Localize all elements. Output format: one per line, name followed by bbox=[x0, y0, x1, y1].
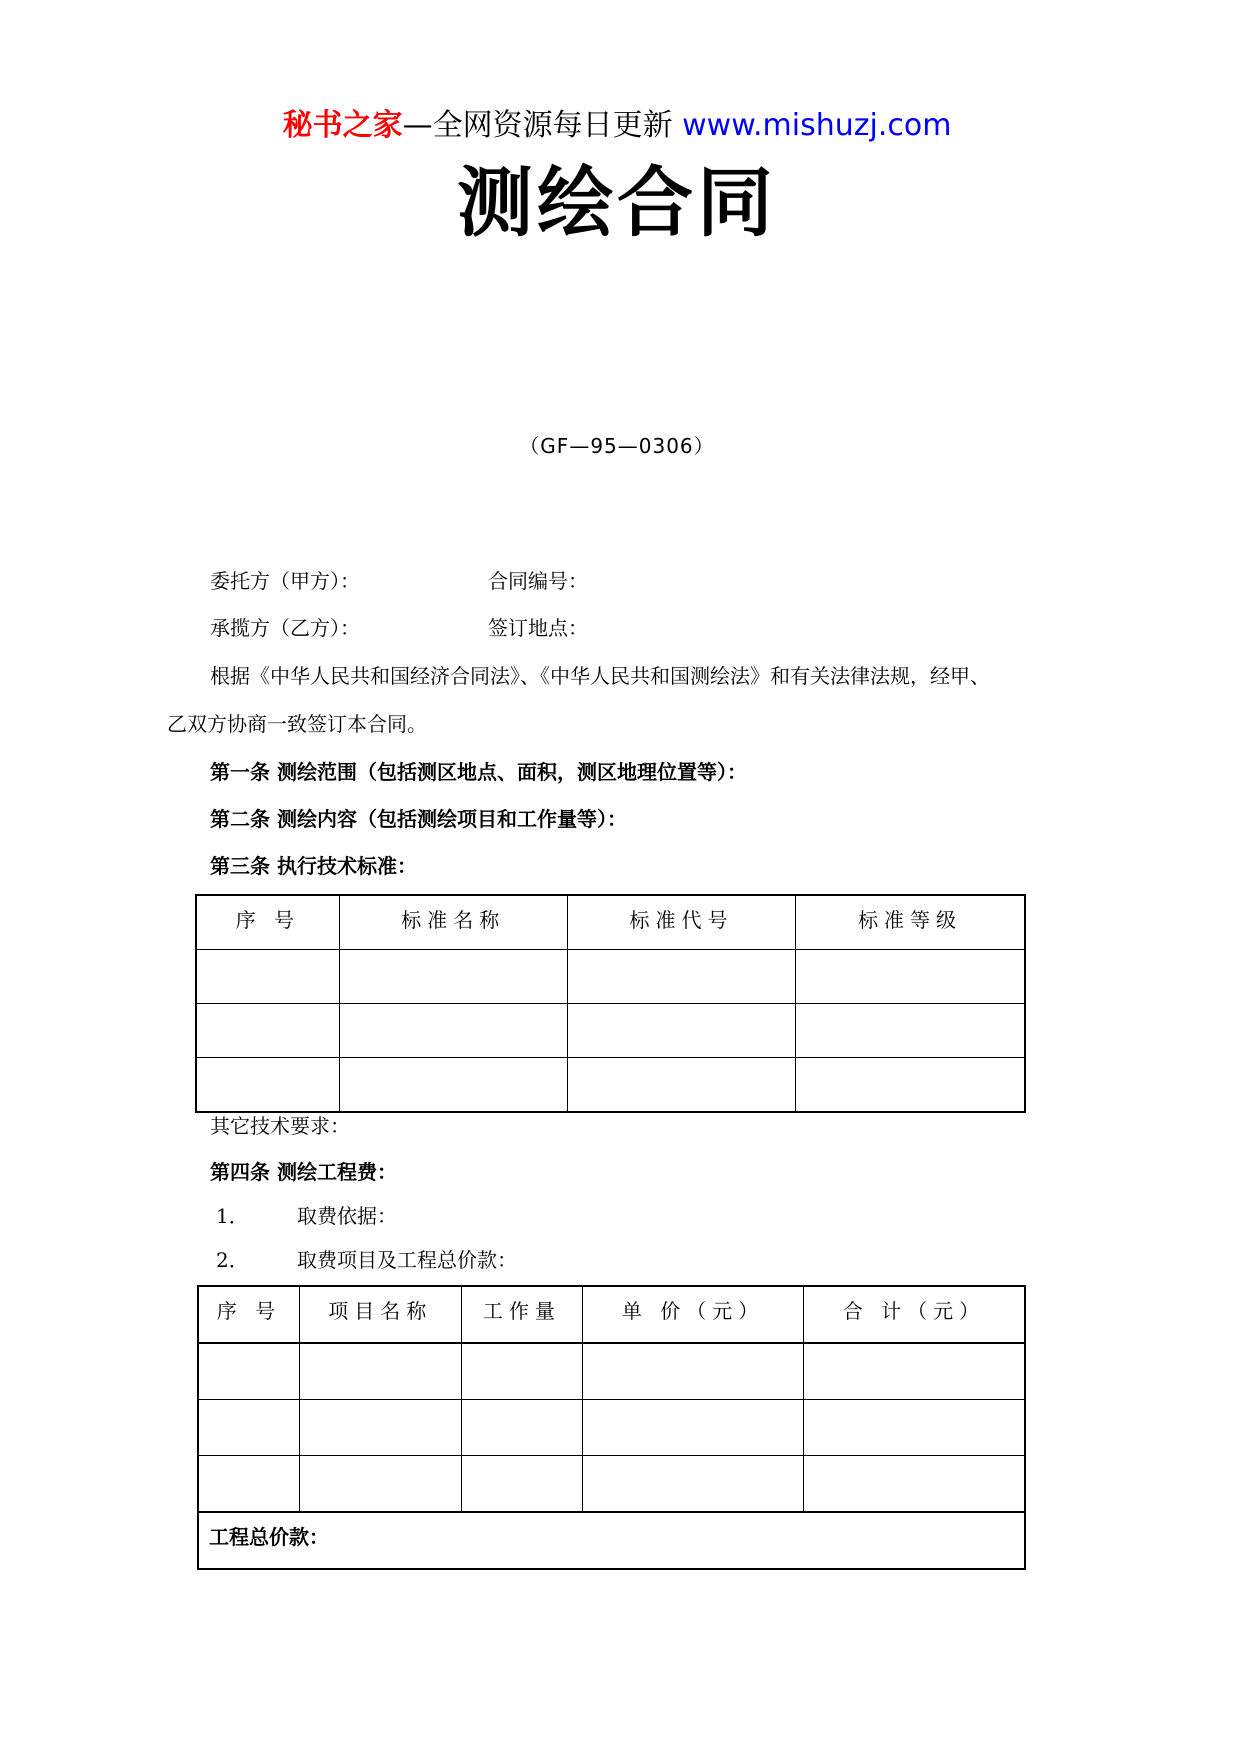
fee-table bbox=[197, 1285, 1026, 1570]
total-label: 工程总价款： bbox=[198, 1512, 1025, 1569]
fee-item-1-text: 取费依据： bbox=[297, 1204, 397, 1228]
table-cell[interactable] bbox=[796, 1058, 1025, 1113]
table-cell[interactable] bbox=[461, 1343, 583, 1400]
banner-url-link[interactable]: www.mishuzj.com bbox=[682, 108, 952, 143]
table-row bbox=[196, 1004, 1025, 1058]
table-cell[interactable] bbox=[198, 1343, 299, 1400]
table-cell[interactable] bbox=[299, 1400, 461, 1456]
table-cell[interactable] bbox=[196, 1058, 339, 1113]
header-cell: 工作量 bbox=[461, 1286, 583, 1343]
preamble-line-2: 乙双方协商一致签订本合同。 bbox=[167, 712, 427, 736]
table-row bbox=[196, 1058, 1025, 1113]
header-cell: 标准等级 bbox=[796, 895, 1025, 950]
table-cell[interactable] bbox=[299, 1456, 461, 1513]
banner-tagline: —全网资源每日更新 bbox=[402, 108, 673, 143]
header-cell: 项目名称 bbox=[299, 1286, 461, 1343]
article-3: 第三条 执行技术标准： bbox=[210, 854, 417, 878]
site-banner bbox=[0, 106, 1234, 146]
contractor-label: 承揽方（乙方）： bbox=[210, 616, 360, 640]
standards-table bbox=[195, 894, 1026, 1113]
header-cell: 序 号 bbox=[196, 895, 339, 950]
table-header-row bbox=[198, 1286, 1025, 1343]
table-row bbox=[196, 950, 1025, 1004]
document-title: 测绘合同 bbox=[457, 158, 777, 247]
contract-no-label: 合同编号： bbox=[488, 569, 588, 593]
table-cell[interactable] bbox=[198, 1400, 299, 1456]
table-cell[interactable] bbox=[196, 950, 339, 1004]
fee-item-2-text: 取费项目及工程总价款： bbox=[297, 1248, 517, 1272]
preamble-line-1: 根据《中华人民共和国经济合同法》、《中华人民共和国测绘法》和有关法律法规，经甲、 bbox=[210, 664, 990, 688]
table-cell[interactable] bbox=[196, 1004, 339, 1058]
total-row bbox=[198, 1512, 1025, 1569]
table-row bbox=[198, 1456, 1025, 1513]
sign-place-label: 签订地点： bbox=[488, 616, 588, 640]
table-cell[interactable] bbox=[567, 1004, 795, 1058]
header-cell: 标准名称 bbox=[339, 895, 567, 950]
table-cell[interactable] bbox=[567, 1058, 795, 1113]
table-cell[interactable] bbox=[796, 950, 1025, 1004]
fee-item-2-number: 2． bbox=[216, 1248, 249, 1272]
table-cell[interactable] bbox=[567, 950, 795, 1004]
table-cell[interactable] bbox=[339, 950, 567, 1004]
fee-item-1-number: 1． bbox=[216, 1204, 249, 1228]
other-requirements-label: 其它技术要求： bbox=[210, 1114, 350, 1138]
table-row bbox=[198, 1400, 1025, 1456]
table-cell[interactable] bbox=[803, 1456, 1025, 1513]
table-header-row bbox=[196, 895, 1025, 950]
header-cell: 标准代号 bbox=[567, 895, 795, 950]
table-cell[interactable] bbox=[803, 1400, 1025, 1456]
table-cell[interactable] bbox=[583, 1400, 804, 1456]
table-cell[interactable] bbox=[803, 1343, 1025, 1400]
table-cell[interactable] bbox=[339, 1004, 567, 1058]
table-row bbox=[198, 1343, 1025, 1400]
table-cell[interactable] bbox=[461, 1456, 583, 1513]
contract-code: （GF—95—0306） bbox=[519, 434, 715, 458]
table-cell[interactable] bbox=[299, 1343, 461, 1400]
table-cell[interactable] bbox=[461, 1400, 583, 1456]
table-cell[interactable] bbox=[198, 1456, 299, 1513]
table-cell[interactable] bbox=[583, 1343, 804, 1400]
table-cell[interactable] bbox=[796, 1004, 1025, 1058]
article-1: 第一条 测绘范围（包括测区地点、面积，测区地理位置等）： bbox=[210, 760, 747, 784]
banner-brand: 秘书之家 bbox=[282, 108, 403, 143]
table-cell[interactable] bbox=[583, 1456, 804, 1513]
client-label: 委托方（甲方）： bbox=[210, 569, 360, 593]
table-cell[interactable] bbox=[339, 1058, 567, 1113]
header-cell: 序 号 bbox=[198, 1286, 299, 1343]
article-4: 第四条 测绘工程费： bbox=[210, 1160, 397, 1184]
header-cell: 合 计（元） bbox=[803, 1286, 1025, 1343]
article-2: 第二条 测绘内容（包括测绘项目和工作量等）： bbox=[210, 807, 627, 831]
header-cell: 单 价（元） bbox=[583, 1286, 804, 1343]
